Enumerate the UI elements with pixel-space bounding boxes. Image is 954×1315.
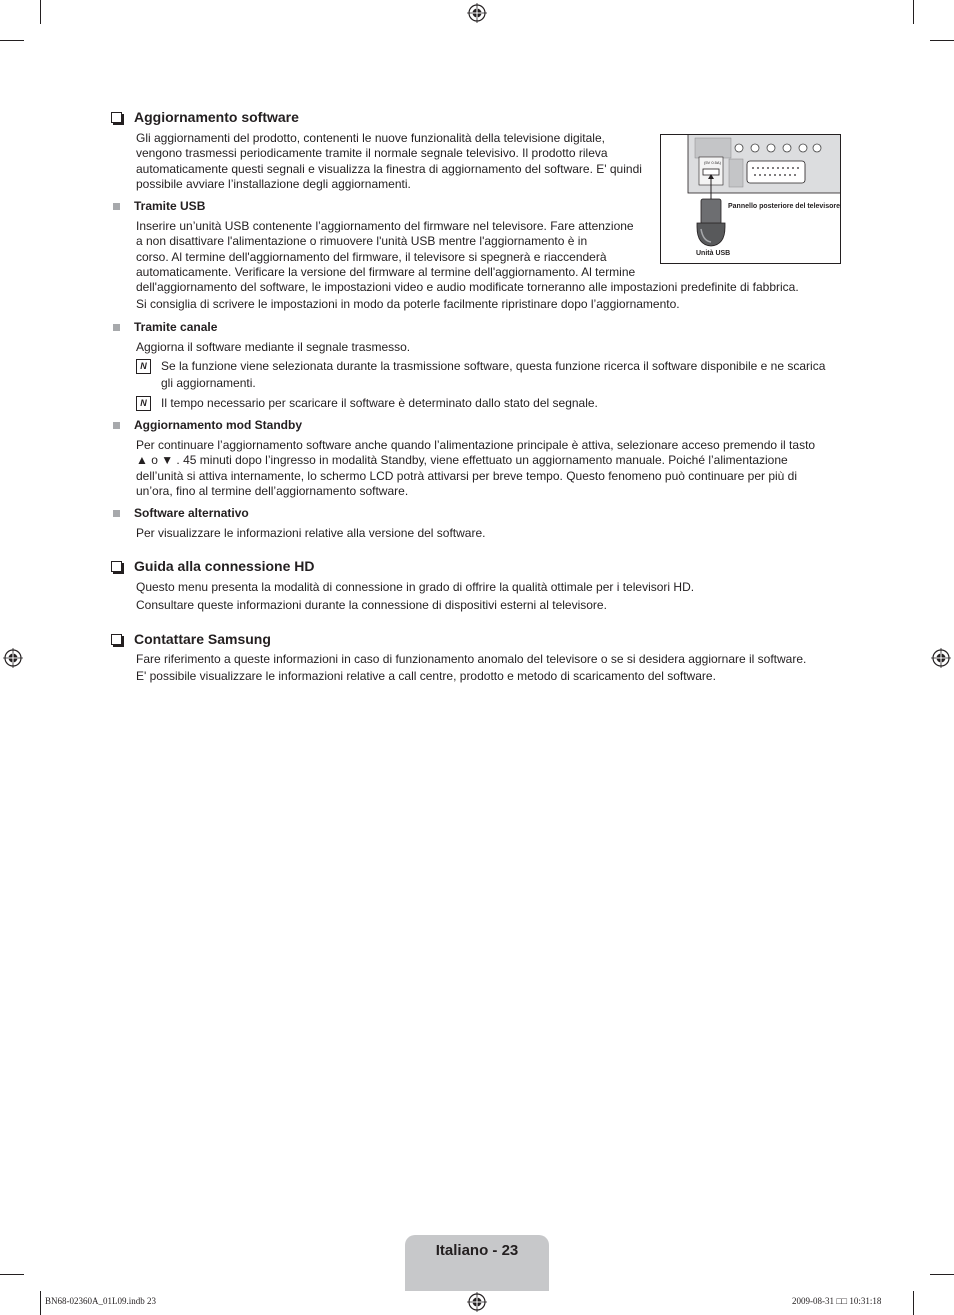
square-bullet-icon bbox=[113, 422, 120, 429]
crop-mark bbox=[0, 1274, 24, 1275]
hd-guide-description: Consultare queste informazioni durante la connessione di dispositivi esterni al televisore. bbox=[136, 598, 607, 612]
registration-mark-icon bbox=[3, 648, 23, 668]
section-title-hd-guide bbox=[111, 558, 315, 574]
text-line: possibile avviare l’installazione degli aggiornamenti. bbox=[136, 176, 411, 191]
checkbox-bullet-icon bbox=[111, 561, 122, 572]
text-line: gli aggiornamenti. bbox=[161, 375, 256, 390]
text-line: dell'aggiornamento del software, le impostazioni video e audio modificate torneranno alle impostazioni predefinite di fabbrica. bbox=[136, 280, 799, 295]
software-update-intro bbox=[136, 131, 642, 192]
text-line: automaticamente questi segnali e visualizza la finestra di aggiornamento del software. E' quindi bbox=[136, 161, 642, 176]
crop-mark bbox=[930, 1274, 954, 1275]
section-title-software-update bbox=[111, 109, 299, 125]
registration-mark-icon bbox=[467, 1292, 487, 1312]
subsection-title-text: Tramite canale bbox=[134, 320, 218, 334]
note-pencil-icon: N bbox=[136, 359, 151, 374]
text-line: corso. Al termine dell'aggiornamento del firmware, il televisore si spegnerà e riaccenderà bbox=[136, 249, 607, 264]
note-pencil-icon: N bbox=[136, 396, 151, 411]
subsection-title-alternative bbox=[113, 506, 249, 520]
channel-description: Aggiorna il software mediante il segnale trasmesso. bbox=[136, 340, 411, 354]
text-line: automaticamente. Verificare la versione del firmware al termine dell'aggiornamento. Al termine bbox=[136, 264, 636, 279]
usb-advice: Si consiglia di scrivere le impostazioni in modo da poterle facilmente ripristinare dopo l’aggiornamento. bbox=[136, 297, 680, 311]
contact-description: Fare riferimento a queste informazioni in caso di funzionamento anomalo del televisore o se si desidera aggiornare il software. bbox=[136, 652, 807, 666]
usb-drive-label: Unità USB bbox=[696, 250, 731, 257]
text-line: vengono trasmessi periodicamente tramite il normale segnale televisivo. Il prodotto rileva bbox=[136, 146, 608, 161]
text-line: Il tempo necessario per scaricare il software è determinato dallo stato del segnale. bbox=[161, 396, 598, 410]
text-line: a non disattivare l'alimentazione o rimuovere l'unità USB mentre l'aggiornamento è in bbox=[136, 234, 588, 249]
registration-mark-icon bbox=[467, 3, 487, 23]
crop-mark bbox=[40, 0, 41, 24]
text-line: dell’unità si attiva internamente, lo schermo LCD potrà attivarsi per breve tempo. Questo fenomeno può continuare per più di bbox=[136, 468, 798, 483]
note-channel-2 bbox=[136, 395, 598, 412]
text-line: Gli aggiornamenti del prodotto, contenenti le nuove funzionalità della televisione digitale, bbox=[136, 131, 605, 145]
section-title-text: Contattare Samsung bbox=[134, 631, 271, 647]
section-title-contact bbox=[111, 631, 271, 647]
subsection-title-text: Tramite USB bbox=[134, 199, 206, 213]
note-channel-1 bbox=[136, 358, 825, 391]
rear-panel-label: Pannello posteriore del televisore bbox=[728, 203, 841, 210]
registration-mark-icon bbox=[931, 648, 951, 668]
hd-guide-description: Questo menu presenta la modalità di connessione in grado di offrire la qualità ottimale per i televisori HD. bbox=[136, 580, 695, 594]
crop-mark bbox=[913, 0, 914, 24]
alternative-description: Per visualizzare le informazioni relative alla versione del software. bbox=[136, 526, 486, 540]
checkbox-bullet-icon bbox=[111, 112, 122, 123]
page-number-label: Italiano - 23 bbox=[435, 1242, 519, 1259]
checkbox-bullet-icon bbox=[111, 634, 122, 645]
crop-mark bbox=[930, 40, 954, 41]
square-bullet-icon bbox=[113, 510, 120, 517]
crop-mark bbox=[913, 1291, 914, 1315]
print-file-info: BN68-02360A_01L09.indb 23 bbox=[45, 1296, 156, 1306]
standby-description bbox=[136, 438, 815, 499]
subsection-title-standby bbox=[113, 418, 302, 432]
text-line: Se la funzione viene selezionata durante la trasmissione software, questa funzione ricerca il software disponibile e ne scarica bbox=[161, 359, 826, 373]
print-date-info: 2009-08-31 □□ 10:31:18 bbox=[792, 1296, 882, 1306]
usb-port-label: (5V 0.5A) bbox=[704, 160, 721, 165]
subsection-title-usb bbox=[113, 199, 205, 213]
contact-description: E' possibile visualizzare le informazioni relative a call centre, prodotto e metodo di scaricamento del software. bbox=[136, 669, 716, 683]
subsection-title-text: Software alternativo bbox=[134, 506, 249, 520]
text-line: un’ora, fino al termine dell’aggiornamento software. bbox=[136, 483, 409, 498]
text-line: Inserire un’unità USB contenente l’aggiornamento del firmware nel televisore. Fare attenzione bbox=[136, 219, 634, 233]
usb-description bbox=[136, 219, 799, 295]
crop-mark bbox=[40, 1291, 41, 1315]
square-bullet-icon bbox=[113, 203, 120, 210]
subsection-title-text: Aggiornamento mod Standby bbox=[134, 418, 302, 432]
text-line: Per continuare l’aggiornamento software anche quando l’alimentazione principale è attiva, selezionare acceso premendo il tasto bbox=[136, 438, 816, 452]
section-title-text: Guida alla connessione HD bbox=[134, 558, 315, 574]
section-title-text: Aggiornamento software bbox=[134, 109, 299, 125]
crop-mark bbox=[0, 40, 24, 41]
subsection-title-channel bbox=[113, 320, 217, 334]
square-bullet-icon bbox=[113, 324, 120, 331]
text-line: ▲ o ▼ . 45 minuti dopo l’ingresso in modalità Standby, viene effettuato un aggiornamento manuale. Poiché l’alimentazione bbox=[136, 453, 788, 468]
